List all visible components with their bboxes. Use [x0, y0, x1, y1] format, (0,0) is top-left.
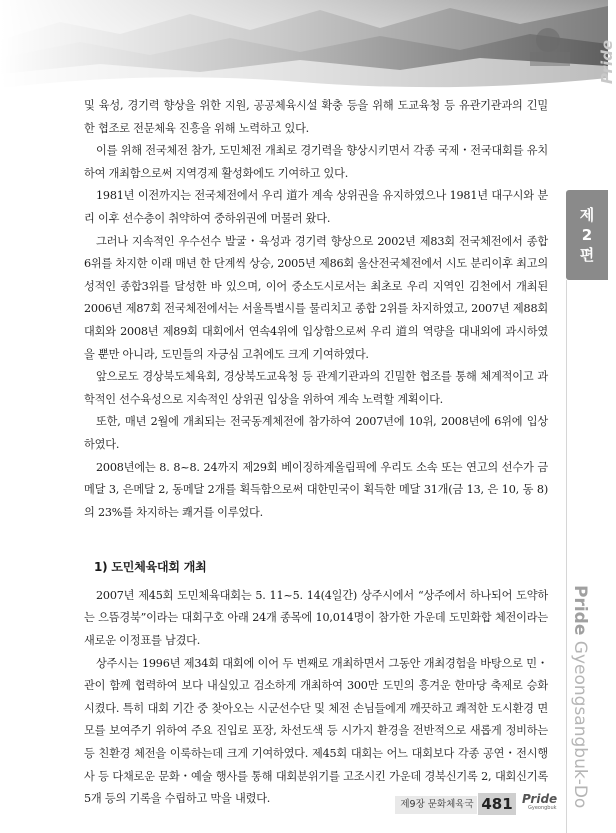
- side-brand-bold: Pride: [570, 585, 590, 636]
- paragraph: 2007년 제45회 도민체육대회는 5. 11~5. 14(4일간) 상주시에서 “상주에서 하나되어 도약하는 으뜸경북”이라는 대회구호 아래 24개 종목에 10,014명이 참가한 가운데 도민화합 체전이라는 새로운 이정표를 남겼다.: [84, 588, 548, 648]
- paragraph: 상주시는 1996년 제34회 대회에 이어 두 번째로 개최하면서 그동안 개최경험을 바탕으로 민・관이 함께 협력하여 보다 내실있고 검소하게 개최하여 300만 도민의 흥겨운 한마당 축제로 승화시켰다. 특히 대회 기간 중 찾아오는 시군선수단 및 체전 손님들에게 깨끗하고 쾌적한 도시환경 면모를 보여주기 위하여 주요 진입로 포장, 차선도색 등 시가지 환경을 전반적으로 새롭게 정비하는 등 친환경 체전을 이룩하는데 크게 기여하였다. 제45회 대회는 어느 대회보다 각종 공연・전시행사 등 다채로운 문화・예술 행사를 통해 대회분위기를 고조시킨 가운데 경북신기록 2, 대회신기록 5개 등의 기록을 수립하고 막을 내렸다.: [84, 656, 548, 806]
- side-divider: [566, 280, 567, 833]
- footer-logo-sub: Gyeongbuk: [528, 805, 557, 811]
- header-landscape-banner: [0, 0, 608, 92]
- header-logo: Pride: [598, 40, 616, 84]
- page-number: 481: [478, 793, 516, 815]
- part-tab-number: 2: [581, 226, 593, 244]
- paragraph: 1981년 이전까지는 전국체전에서 우리 道가 계속 상위권을 유지하였으나 1981년 대구시와 분리 이후 선수층이 취약하여 중하위권에 머물러 왔다.: [84, 189, 548, 225]
- paragraph: 그러나 지속적인 우수선수 발굴・육성과 경기력 향상으로 2002년 제83회 전국체전에서 종합 6위를 차지한 이래 매년 한 단계씩 상승, 2005년 제86회 울산전국체전에서 시도 분리이후 최고의 성적인 종합3위를 달성한 바 있으며, 이어 중소도시로서는 최초로 우리 지역인 김천에서 개최된 2006년 제87회 전국체전에서는 서울특별시를 물리치고 종합 2위를 차지하였고, 2007년 제88회 대회와 2008년 제89회 대회에서 연속4위에 입상함으로써 우리 道의 역량을 대내외에 과시하였을 뿐만 아니라, 도민들의 자긍심 고취에도 크게 기여하였다.: [84, 234, 548, 361]
- footer-logo-text: Pride: [522, 792, 558, 806]
- section-heading: 1) 도민체육대회 개최: [94, 560, 207, 575]
- part-tab-label: 제: [579, 206, 595, 224]
- paragraph: 2008년에는 8. 8~8. 24까지 제29회 베이징하계올림픽에 우리도 소속 또는 연고의 선수가 금메달 3, 은메달 2, 동메달 2개를 획득함으로써 대한민국이 획득한 메달 31개(금 13, 은 10, 동 8)의 23%를 차지하는 쾌거를 이루었다.: [84, 460, 548, 519]
- mountain-landscape-image: [0, 0, 608, 92]
- footer-logo: [522, 792, 557, 811]
- paragraph: 및 육성, 경기력 향상을 위한 지원, 공공체육시설 확충 등을 위해 도교육청 등 유관기관과의 긴밀한 협조로 전문체육 진흥을 위해 노력하고 있다.: [84, 99, 548, 135]
- side-brand-rest: Gyeongsangbuk-Do: [570, 635, 590, 809]
- paragraph: 앞으로도 경상북도체육회, 경상북도교육청 등 관계기관과의 긴밀한 협조를 통해 체계적이고 과학적인 선수육성으로 지속적인 상위권 입상을 위하여 계속 노력할 계획이다.: [84, 370, 548, 406]
- page-footer: [0, 790, 608, 816]
- side-brand-label: [570, 585, 590, 808]
- part-tab-label: 편: [579, 246, 595, 264]
- main-text: [84, 95, 548, 811]
- paragraph: 또한, 매년 2월에 개최되는 전국동계체전에 참가하여 2007년에 10위, 2008년에 6위에 입상하였다.: [84, 415, 548, 451]
- part-tab: [566, 190, 608, 280]
- paragraph: 이를 위해 전국체전 참가, 도민체전 개최로 경기력을 향상시키면서 각종 국제・전국대회를 유치하여 개최함으로써 지역경제 활성화에도 기여하고 있다.: [84, 144, 548, 180]
- chapter-label: 제9장 문화체육국: [400, 799, 474, 810]
